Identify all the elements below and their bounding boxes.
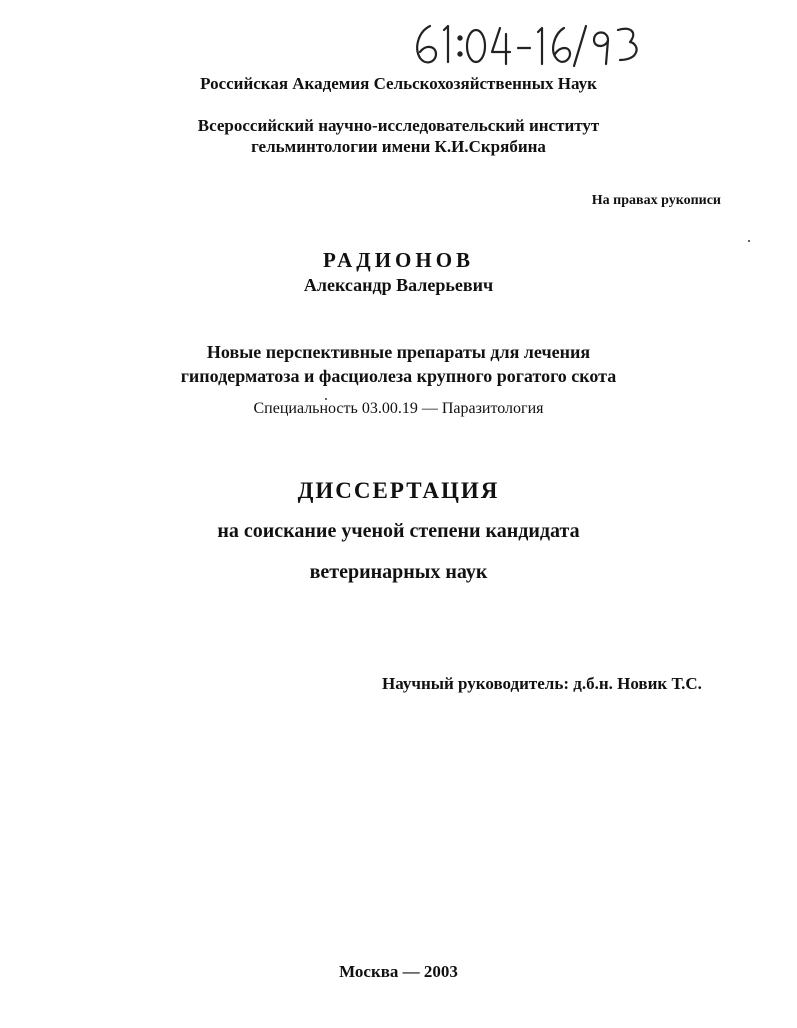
handwritten-catalog-code <box>408 18 648 70</box>
institute-line-1: Всероссийский научно-исследовательский институт <box>197 116 600 135</box>
thesis-title-line-1: Новые перспективные препараты для лечения <box>206 342 591 362</box>
author-surname: РАДИОНОВ <box>322 248 475 272</box>
degree-line-1: на соискание ученой степени кандидата <box>217 520 580 542</box>
scan-speck <box>325 398 327 400</box>
city-year: Москва — 2003 <box>339 962 458 981</box>
thesis-title <box>0 340 797 388</box>
author-given-names: Александр Валерьевич <box>303 275 494 295</box>
manuscript-rights-note: На правах рукописи <box>591 193 721 208</box>
scan-speck <box>748 240 750 242</box>
institute-line-2: гельминтологии имени К.И.Скрябина <box>251 137 546 156</box>
academy-name: Российская Академия Сельскохозяйственных Наук <box>200 74 597 93</box>
scientific-supervisor: Научный руководитель: д.б.н. Новик Т.С. <box>382 674 702 693</box>
thesis-title-line-2: гиподерматоза и фасциолеза крупного рогатого скота <box>180 366 617 386</box>
specialty: Специальность 03.00.19 — Паразитология <box>253 400 544 417</box>
document-type: ДИССЕРТАЦИЯ <box>297 478 500 503</box>
institute-name <box>0 115 797 157</box>
degree-line-2: ветеринарных наук <box>309 561 488 583</box>
